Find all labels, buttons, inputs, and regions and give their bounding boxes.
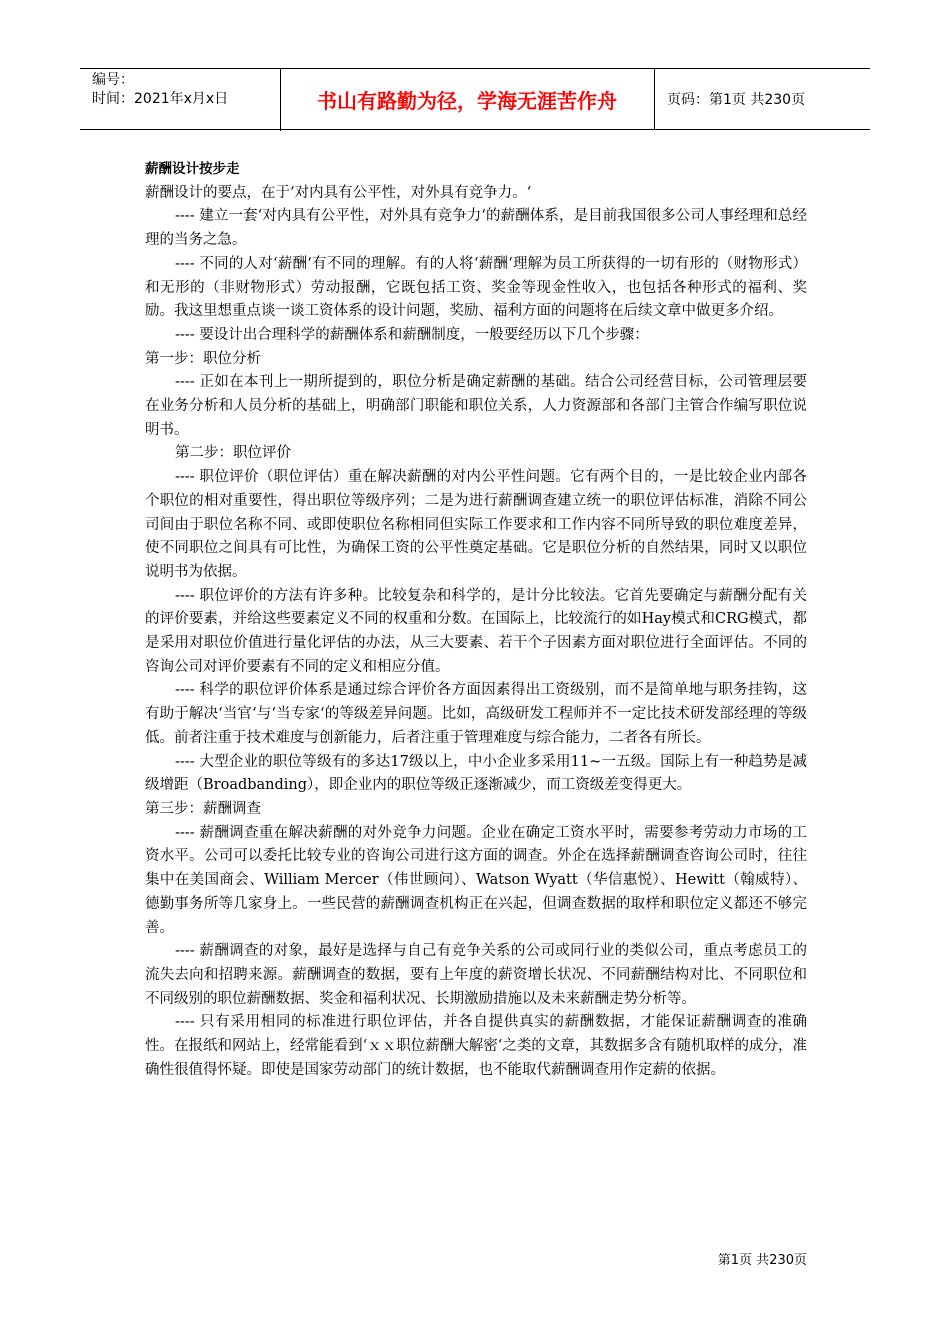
article-paragraph: ---- 建立一套‘对内具有公平性，对外具有竞争力‘的薪酬体系，是目前我国很多公司人事经理和总经理的当务之急。	[145, 208, 807, 249]
article-paragraph: ---- 薪酬调查的对象，最好是选择与自己有竞争关系的公司或同行业的类似公司，重点考虑员工的流失去向和招聘来源。薪酬调查的数据，要有上年度的薪资增长状况、不同薪酬结构对比、不同职位和不同级别的职位薪酬数据、奖金和福利状况、长期激励措施以及未来薪酬走势分析等。	[145, 943, 807, 1007]
article-paragraph: ---- 要设计出合理科学的薪酬体系和薪酬制度，一般要经历以下几个步骤：	[175, 326, 649, 343]
article-paragraph: ---- 职位评价（职位评估）重在解决薪酬的对内公平性问题。它有两个目的，一是比较企业内部各个职位的相对重要性，得出职位等级序列；二是为进行薪酬调查建立统一的职位评估标准，消除不同公司间由于职位名称不同、或即使职位名称相同但实际工作要求和工作内容不同所导致的职位难度差异，使不同职位之间具有可比性，为确保工资的公平性奠定基础。它是职位分析的自然结果，同时又以职位说明书为依据。	[145, 469, 807, 580]
article-paragraph: ---- 大型企业的职位等级有的多达17级以上，中小企业多采用11~一五级。国际上有一种趋势是减级增距（Broadbanding），即企业内的职位等级正逐渐减少，而工资级差变得更大。	[145, 753, 807, 794]
article-paragraph: ---- 不同的人对‘薪酬‘有不同的理解。有的人将‘薪酬‘理解为员工所获得的一切有形的（财物形式）和无形的（非财物形式）劳动报酬，它既包括工资、奖金等现金性收入，也包括各种形式的福利、奖励。我这里想重点谈一谈工资体系的设计问题，奖励、福利方面的问题将在后续文章中做更多介绍。	[145, 255, 807, 320]
article-paragraph: ---- 职位评价的方法有许多种。比较复杂和科学的，是计分比较法。它首先要确定与薪酬分配有关的评价要素，并给这些要素定义不同的权重和分数。在国际上，比较流行的如Hay模式和CRG模式，都是采用对职位价值进行量化评估的办法，从三大要素、若干个子因素方面对职位进行全面评估。不同的咨询公司对评价要素有不同的定义和相应分值。	[145, 587, 807, 675]
article-paragraph: ---- 薪酬调查重在解决薪酬的对外竞争力问题。企业在确定工资水平时，需要参考劳动力市场的工资水平。公司可以委托比较专业的咨询公司进行这方面的调查。外企在选择薪酬调查咨询公司时，往往集中在美国商会、William Mercer（伟世顾问）、Watson Wyatt（华信惠悦）、Hewitt（翰威特）、德勤事务所等几家身上。一些民营的薪酬调查机构正在兴起，但调查数据的取样和职位定义都还不够完善。	[145, 824, 807, 936]
article-paragraph: 第二步：职位评价	[175, 445, 291, 462]
article-paragraph: ---- 科学的职位评价体系是通过综合评价各方面因素得出工资级别，而不是简单地与职务挂钩，这有助于解决‘当官‘与‘当专家‘的等级差异问题。比如，高级研发工程师并不一定比技术研发部经理的等级低。前者注重于技术难度与创新能力，后者注重于管理难度与综合能力，二者各有所长。	[145, 682, 807, 746]
article-paragraph: ---- 只有采用相同的标准进行职位评估，并各自提供真实的薪酬数据，才能保证薪酬调查的准确性。在报纸和网站上，经常能看到‘ｘｘ职位薪酬大解密‘之类的文章，其数据多含有随机取样的成分，准确性很值得怀疑。即使是国家劳动部门的统计数据，也不能取代薪酬调查用作定薪的依据。	[145, 1014, 807, 1078]
page-header	[80, 68, 870, 130]
article-paragraph: 第三步：薪酬调查	[145, 800, 261, 817]
footer-page-number: 第1页 共230页	[717, 1253, 807, 1268]
document-time: 时间：2021年x月x日	[92, 91, 229, 107]
article-paragraphs	[145, 182, 807, 1083]
article-paragraph: 第一步：职位分析	[145, 350, 261, 367]
header-page-number: 页码：第1页 共230页	[667, 92, 806, 108]
header-motto: 书山有路勤为径，学海无涯苦作舟	[280, 69, 655, 129]
header-info-cell	[80, 69, 281, 131]
article-body	[145, 158, 807, 1082]
article-title: 薪酬设计按步走	[145, 161, 240, 177]
article-paragraph: 薪酬设计的要点，在于‘对内具有公平性，对外具有竞争力。‘	[145, 184, 532, 201]
document-code: 编号：	[92, 72, 134, 88]
article-paragraph: ---- 正如在本刊上一期所提到的，职位分析是确定薪酬的基础。结合公司经营目标，公司管理层要在业务分析和人员分析的基础上，明确部门职能和职位关系，人力资源部和各部门主管合作编写职位说明书。	[145, 374, 807, 438]
